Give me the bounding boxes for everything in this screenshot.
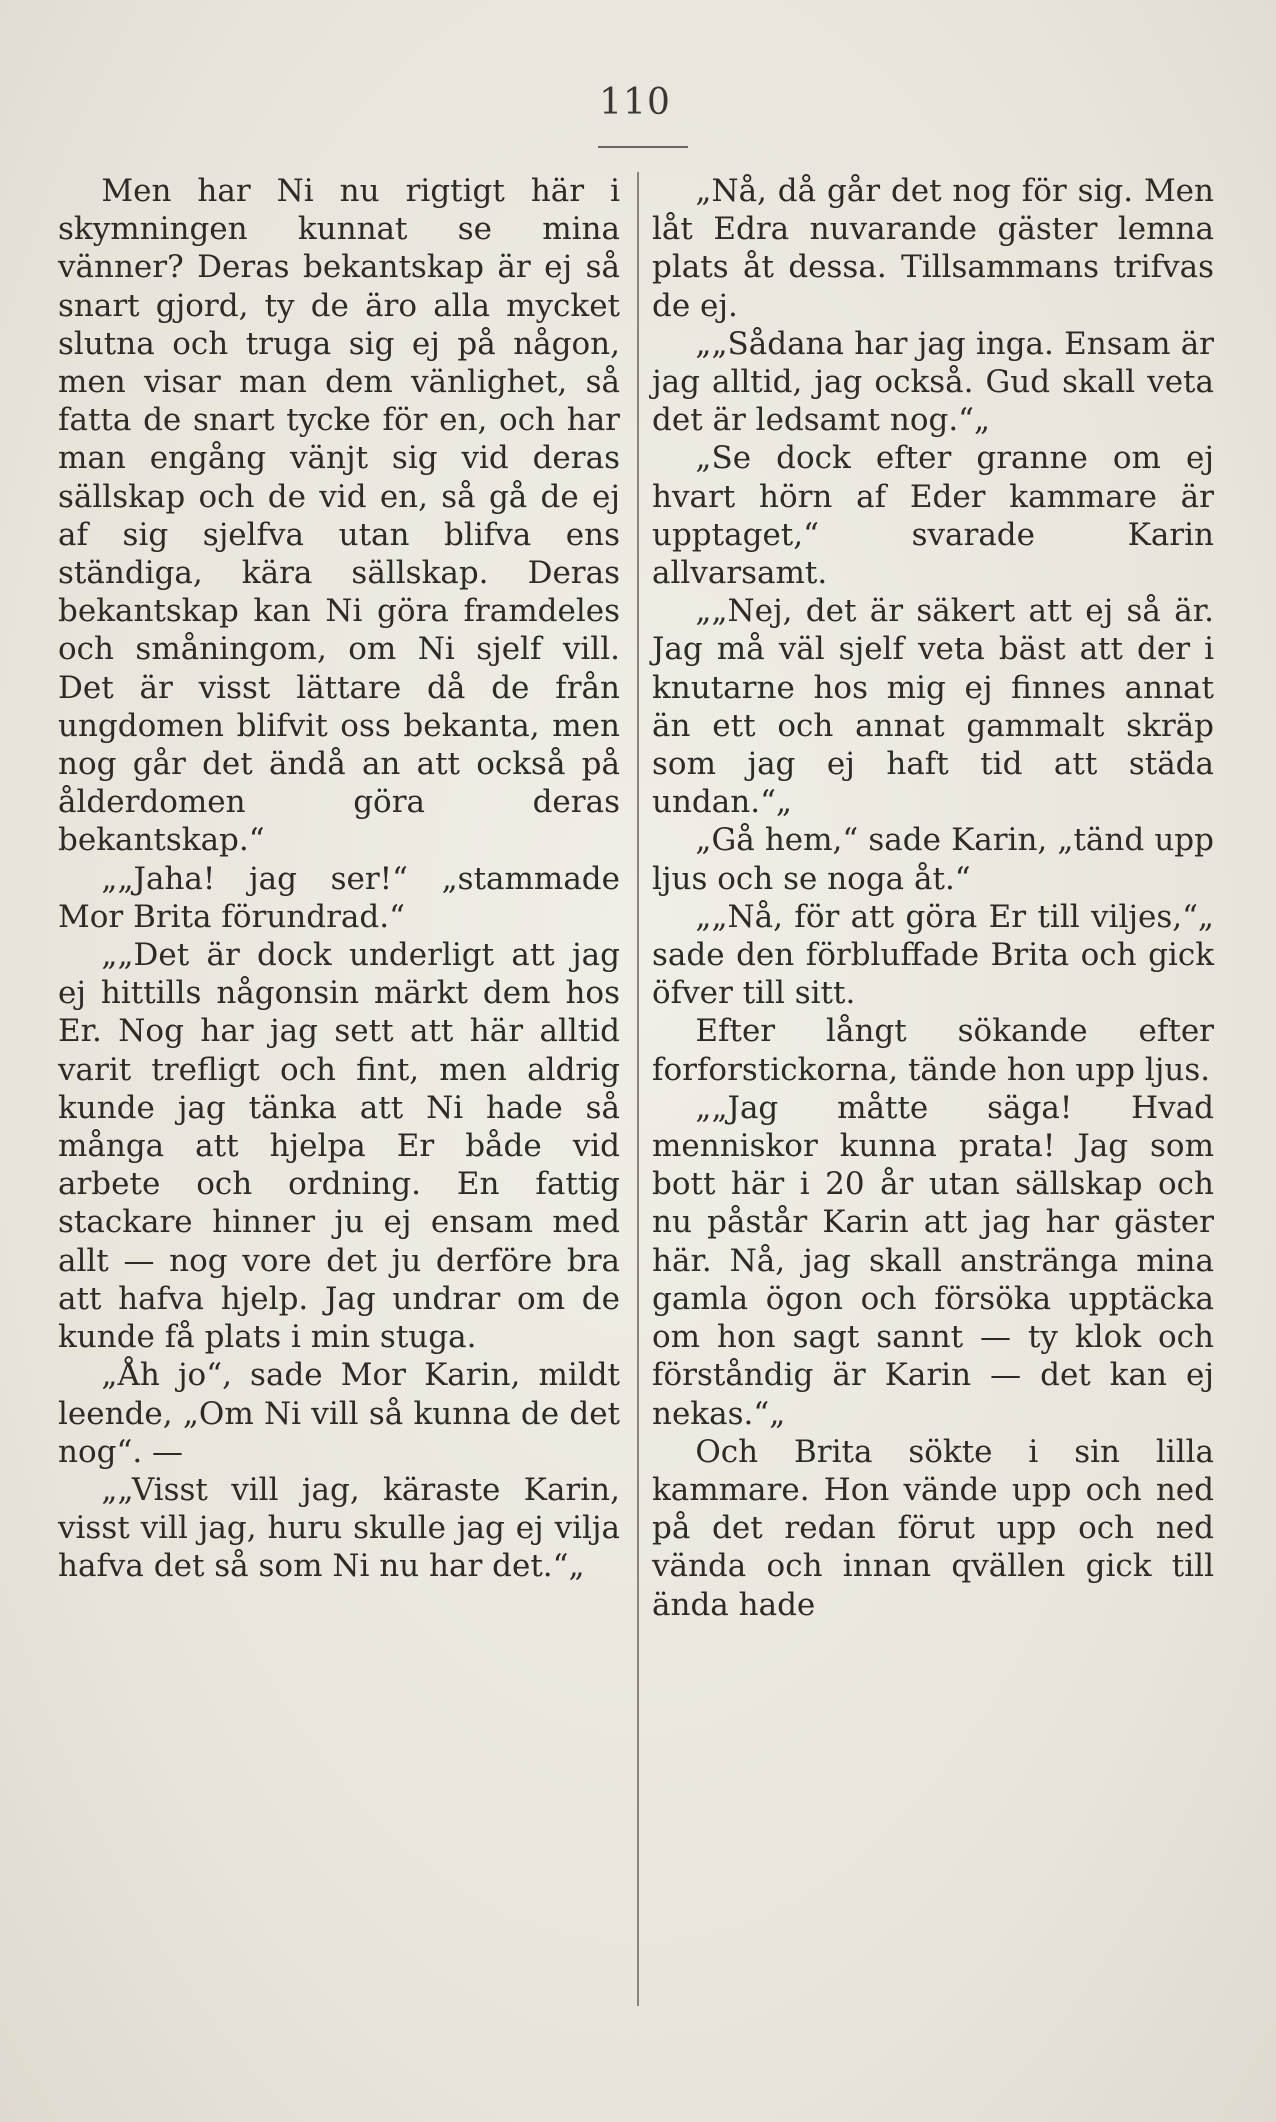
right-paragraph-6: „„Nå, för att göra Er till viljes,“„ sade den förbluffade Brita och gick öfver till sitt. bbox=[652, 898, 1214, 1012]
right-paragraph-9: Och Brita sökte i sin lilla kammare. Hon vände upp och ned på det redan förut upp och ned vända och innan qvällen gick till ända hade bbox=[652, 1433, 1214, 1623]
right-paragraph-8: „„Jag måtte säga! Hvad menniskor kunna prata! Jag som bott här i 20 år utan sällskap och nu påstår Karin att jag har gäster här. Nå, jag skall anstränga mina gamla ögon och försöka upptäcka om hon sagt sannt — ty klok och förståndig är Karin — det kan ej nekas.“„ bbox=[652, 1089, 1214, 1432]
left-paragraph-4: „Åh jo“, sade Mor Karin, mildt leende, „Om Ni vill så kunna de det nog“. — bbox=[58, 1357, 620, 1470]
column-divider bbox=[637, 172, 639, 2006]
right-paragraph-7: Efter långt sökande efter forforstickorna, tände hon upp ljus. bbox=[652, 1013, 1214, 1088]
left-paragraph-3: „„Det är dock underligt att jag ej hittills någonsin märkt dem hos Er. Nog har jag sett att här alltid varit trefligt och fint, men aldrig kunde jag tänka att Ni hade så många att hjelpa Er både vid arbete och ordning. En fattig stackare hinner ju ej ensam med allt — nog vore det ju derföre bra att hafva hjelp. Jag undrar om de kunde få plats i min stuga. bbox=[58, 937, 620, 1356]
right-paragraph-5: „Gå hem,“ sade Karin, „tänd upp ljus och se noga åt.“ bbox=[652, 822, 1214, 897]
left-column bbox=[58, 172, 620, 1586]
right-paragraph-4: „„Nej, det är säkert att ej så är. Jag må väl sjelf veta bäst att der i knutarne hos mig ej finnes annat än ett och annat gammalt skräp som jag ej haft tid att städa undan.“„ bbox=[652, 593, 1214, 821]
right-paragraph-2: „„Sådana har jag inga. Ensam är jag alltid, jag också. Gud skall veta det är ledsamt nog.“„ bbox=[652, 325, 1214, 439]
right-column bbox=[652, 172, 1214, 1624]
left-paragraph-2: „„Jaha! jag ser!“ „stammade Mor Brita förundrad.“ bbox=[58, 860, 620, 935]
header-rule bbox=[598, 146, 688, 148]
right-paragraph-3: „Se dock efter granne om ej hvart hörn af Eder kammare är upptaget,“ svarade Karin allvarsamt. bbox=[652, 440, 1214, 592]
page-number: 110 bbox=[599, 82, 671, 123]
left-paragraph-5: „„Visst vill jag, käraste Karin, visst vill jag, huru skulle jag ej vilja hafva det så som Ni nu har det.“„ bbox=[58, 1471, 620, 1585]
right-paragraph-1: „Nå, då går det nog för sig. Men låt Edra nuvarande gäster lemna plats åt dessa. Tillsammans trifvas de ej. bbox=[652, 173, 1214, 324]
left-paragraph-1: Men har Ni nu rigtigt här i skymningen kunnat se mina vänner? Deras bekantskap är ej så snart gjord, ty de äro alla mycket slutna och truga sig ej på någon, men visar man dem vänlighet, så fatta de snart tycke för en, och har man engång vänjt sig vid deras sällskap och de vid en, så gå de ej af sig sjelfva utan blifva ens ständiga, kära sällskap. Deras bekantskap kan Ni göra framdeles och småningom, om Ni sjelf vill. Det är visst lättare då de från ungdomen blifvit oss bekanta, men nog går det ändå an att också på ålderdomen göra deras bekantskap.“ bbox=[58, 173, 620, 859]
